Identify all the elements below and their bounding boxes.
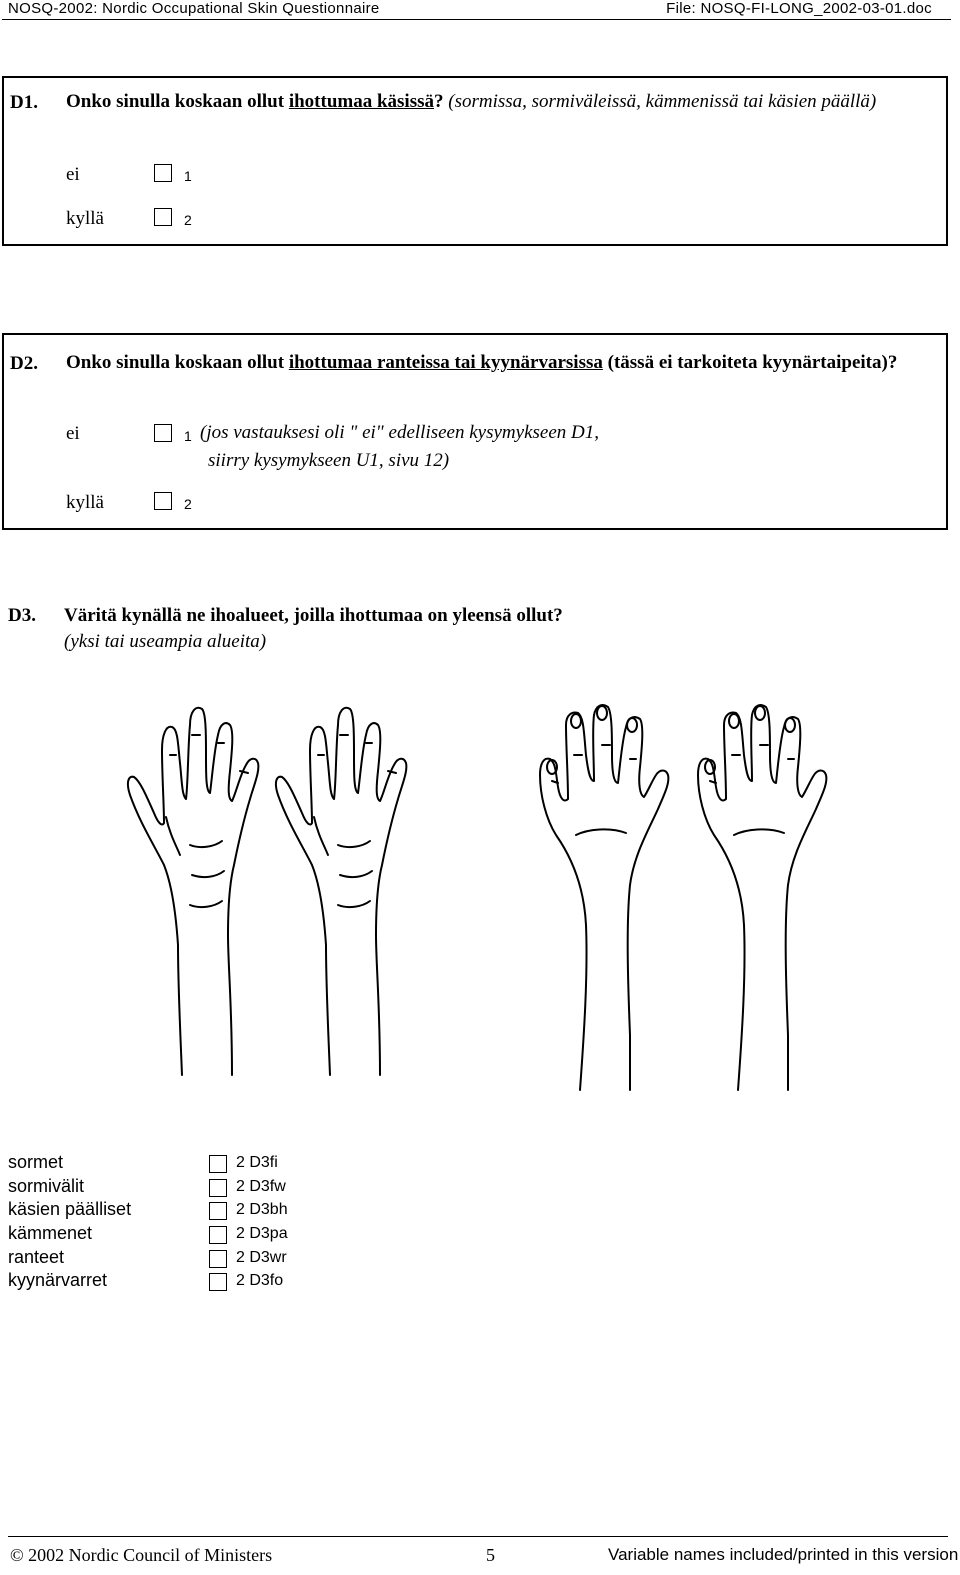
checkbox-kylla[interactable] — [154, 208, 172, 226]
area-code: 2 D3fi — [236, 1154, 278, 1171]
option-label-kylla: kyllä — [66, 492, 104, 513]
question-d3-number: D3. — [8, 605, 36, 626]
area-code: 2 D3fo — [236, 1272, 284, 1289]
area-label-kyynarvarret: kyynärvarret — [8, 1270, 108, 1290]
footer-variables-note: Variable names included/printed in this version — [608, 1545, 959, 1564]
question-d3-question: Väritä kynällä ne ihoalueet, joilla ihottumaa on yleensä ollut? — [64, 605, 563, 626]
checkbox-kasien-paalliset[interactable] — [209, 1202, 227, 1220]
option-code: 1 — [184, 428, 192, 444]
checkbox-sormet[interactable] — [209, 1155, 227, 1173]
option-code: 1 — [184, 168, 192, 184]
question-underlined: ihottumaa käsissä — [288, 91, 434, 112]
question-prefix: Onko sinulla koskaan ollut — [66, 352, 289, 373]
area-code: 2 D3fw — [236, 1178, 286, 1195]
checkbox-ranteet[interactable] — [209, 1250, 227, 1268]
header-title: NOSQ-2002: Nordic Occupational Skin Questionnaire — [8, 0, 380, 17]
area-label-kammenet: kämmenet — [8, 1223, 93, 1243]
palm-right-hand[interactable] — [276, 708, 406, 1075]
question-suffix: (tässä ei tarkoiteta kyynärtaipeita)? — [602, 352, 898, 373]
checkbox-kyynarvarret[interactable] — [209, 1273, 227, 1291]
question-d3-note: (yksi tai useampia alueita) — [64, 631, 267, 652]
footer-copyright: © 2002 Nordic Council of Ministers — [10, 1545, 273, 1565]
page-header — [8, 0, 932, 18]
question-number: D2. — [10, 353, 38, 374]
option-code: 2 — [184, 496, 192, 512]
header-rule — [2, 19, 951, 20]
area-label-sormivalit: sormivälit — [8, 1176, 85, 1196]
checkbox-kammenet[interactable] — [209, 1226, 227, 1244]
area-label-kasien-paalliset: käsien päälliset — [8, 1199, 132, 1219]
back-left-hand[interactable] — [540, 705, 668, 1090]
checkbox-kylla[interactable] — [154, 492, 172, 510]
checkbox-ei[interactable] — [154, 424, 172, 442]
option-label-kylla: kyllä — [66, 208, 104, 229]
option-code: 2 — [184, 212, 192, 228]
skip-instruction-line-2: siirry kysymykseen U1, sivu 12) — [208, 450, 450, 471]
area-code: 2 D3pa — [236, 1225, 288, 1242]
area-code: 2 D3wr — [236, 1249, 287, 1266]
header-filename: File: NOSQ-FI-LONG_2002-03-01.doc — [666, 0, 932, 17]
option-label-ei: ei — [66, 164, 80, 185]
hands-diagram[interactable] — [120, 695, 830, 1095]
question-d3-text — [64, 602, 563, 630]
area-label-ranteet: ranteet — [8, 1247, 65, 1267]
option-label-ei: ei — [66, 423, 80, 444]
question-text — [66, 349, 906, 377]
question-suffix: ? — [434, 91, 444, 112]
question-d1-box — [2, 76, 948, 246]
question-note: (sormissa, sormiväleissä, kämmenissä tai käsien päällä) — [443, 91, 877, 112]
question-text — [66, 88, 946, 116]
question-d2-box — [2, 333, 948, 530]
footer-rule — [8, 1536, 948, 1537]
question-underlined: ihottumaa ranteissa tai kyynärvarsissa — [288, 352, 603, 373]
palm-left-hand[interactable] — [128, 708, 258, 1075]
area-label-sormet: sormet — [8, 1152, 64, 1172]
question-prefix: Onko sinulla koskaan ollut — [66, 91, 289, 112]
checkbox-sormivalit[interactable] — [209, 1179, 227, 1197]
skip-instruction-line-1: (jos vastauksesi oli " ei" edelliseen kysymykseen D1, — [200, 422, 599, 443]
question-number: D1. — [10, 92, 38, 113]
checkbox-ei[interactable] — [154, 164, 172, 182]
area-code: 2 D3bh — [236, 1201, 288, 1218]
back-right-hand[interactable] — [698, 705, 826, 1090]
footer-page-number: 5 — [486, 1545, 495, 1565]
